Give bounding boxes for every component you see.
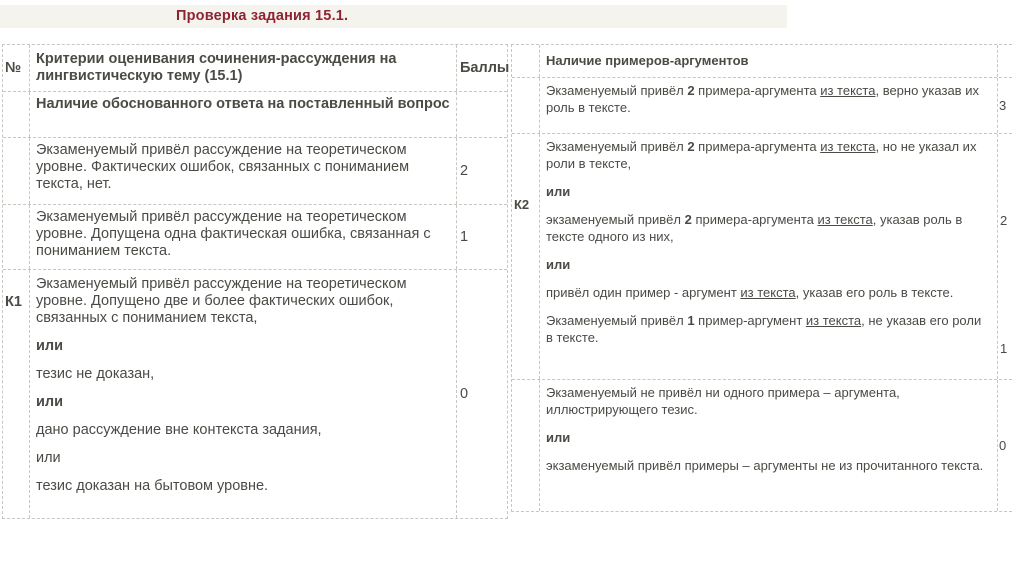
empty-cell — [3, 205, 29, 269]
col-header-number: № — [5, 59, 22, 76]
empty-cell — [3, 92, 29, 137]
criterion-row-score-3 — [512, 78, 1012, 134]
criterion-text: Экзаменуемый привёл рассуждение на теоретическом уровне. Допущена одна фактическая ошибка, связанная с пониманием текста. — [29, 205, 457, 269]
score-value-upper: 2 — [1000, 212, 1008, 228]
section-header-text: Наличие примеров-аргументов — [539, 45, 998, 77]
empty-score-cell — [998, 45, 1012, 77]
table-header-row — [3, 45, 510, 92]
criterion-paragraph: или — [546, 430, 571, 446]
slide-title: Проверка задания 15.1. — [176, 8, 349, 24]
score-value: 2 — [460, 162, 469, 179]
score-cell-k2 — [998, 134, 1012, 379]
criteria-table-k2 — [511, 44, 1012, 512]
criterion-paragraph: Экзаменуемый не привёл ни одного примера – аргумента, иллюстрирующего тезис. — [546, 385, 900, 418]
criterion-text — [29, 270, 457, 518]
criterion-text — [539, 134, 998, 379]
table-header-row — [512, 45, 1012, 78]
title-strip — [0, 5, 787, 28]
criterion-paragraph: или — [36, 394, 64, 410]
criterion-paragraph: или — [36, 338, 64, 354]
criterion-paragraph: экзаменуемый привёл примеры – аргументы не из прочитанного текста. — [546, 458, 984, 474]
k1-label: К1 — [5, 294, 22, 310]
criterion-paragraph: Экзаменуемый привёл 1 пример-аргумент из текста, не указав его роли в тексте. — [546, 312, 982, 345]
criterion-row-k2 — [512, 134, 1012, 380]
criterion-row-score-2 — [3, 138, 507, 205]
criterion-row-score-0 — [512, 380, 1012, 511]
criterion-row-score-1 — [3, 205, 507, 270]
empty-cell — [3, 138, 29, 204]
empty-cell — [512, 45, 539, 77]
criterion-paragraph: или — [546, 256, 571, 272]
col-header-criteria: Критерии оценивания сочинения-рассуждения на лингвистическую тему (15.1) — [29, 45, 457, 91]
score-value: 1 — [460, 228, 469, 245]
score-value: 0 — [999, 438, 1007, 454]
score-value: 0 — [460, 385, 469, 402]
score-value-lower: 1 — [1000, 340, 1008, 356]
criterion-text: Экзаменуемый привёл рассуждение на теоретическом уровне. Фактических ошибок, связанных с пониманием текста, нет. — [29, 138, 457, 204]
empty-score-cell — [457, 92, 507, 137]
criterion-row-k1-score-0 — [3, 270, 507, 518]
criteria-table-k1 — [2, 44, 508, 519]
score-value: 3 — [999, 97, 1007, 113]
criterion-paragraph: тезис доказан на бытовом уровне. — [36, 478, 269, 494]
criterion-paragraph: экзаменуемый привёл 2 примера-аргумента из текста, указав роль в тексте одного из них, — [546, 211, 963, 244]
col-header-score: Баллы — [460, 59, 510, 76]
section-header-text: Наличие обоснованного ответа на поставленный вопрос — [29, 92, 457, 137]
section-header-row — [3, 92, 507, 138]
empty-cell — [512, 380, 539, 511]
criterion-paragraph: дано рассуждение вне контекста задания, — [36, 422, 322, 438]
criterion-paragraph: или — [546, 183, 571, 199]
empty-cell — [512, 78, 539, 133]
criterion-text — [539, 380, 998, 511]
criterion-paragraph: Экзаменуемый привёл 2 примера-аргумента из текста, но не указал их роли в тексте, — [546, 138, 977, 171]
criterion-text: Экзаменуемый привёл 2 примера-аргумента из текста, верно указав их роль в тексте. — [539, 78, 998, 133]
criterion-paragraph: или — [36, 450, 61, 466]
criterion-paragraph: тезис не доказан, — [36, 366, 155, 382]
criterion-paragraph: Экзаменуемый привёл рассуждение на теоретическом уровне. Допущено две и более фактических ошибок, связанных с пониманием текста, — [36, 276, 407, 326]
k2-label: К2 — [514, 196, 530, 212]
criterion-paragraph: привёл один пример - аргумент из текста, указав его роль в тексте. — [546, 284, 954, 300]
